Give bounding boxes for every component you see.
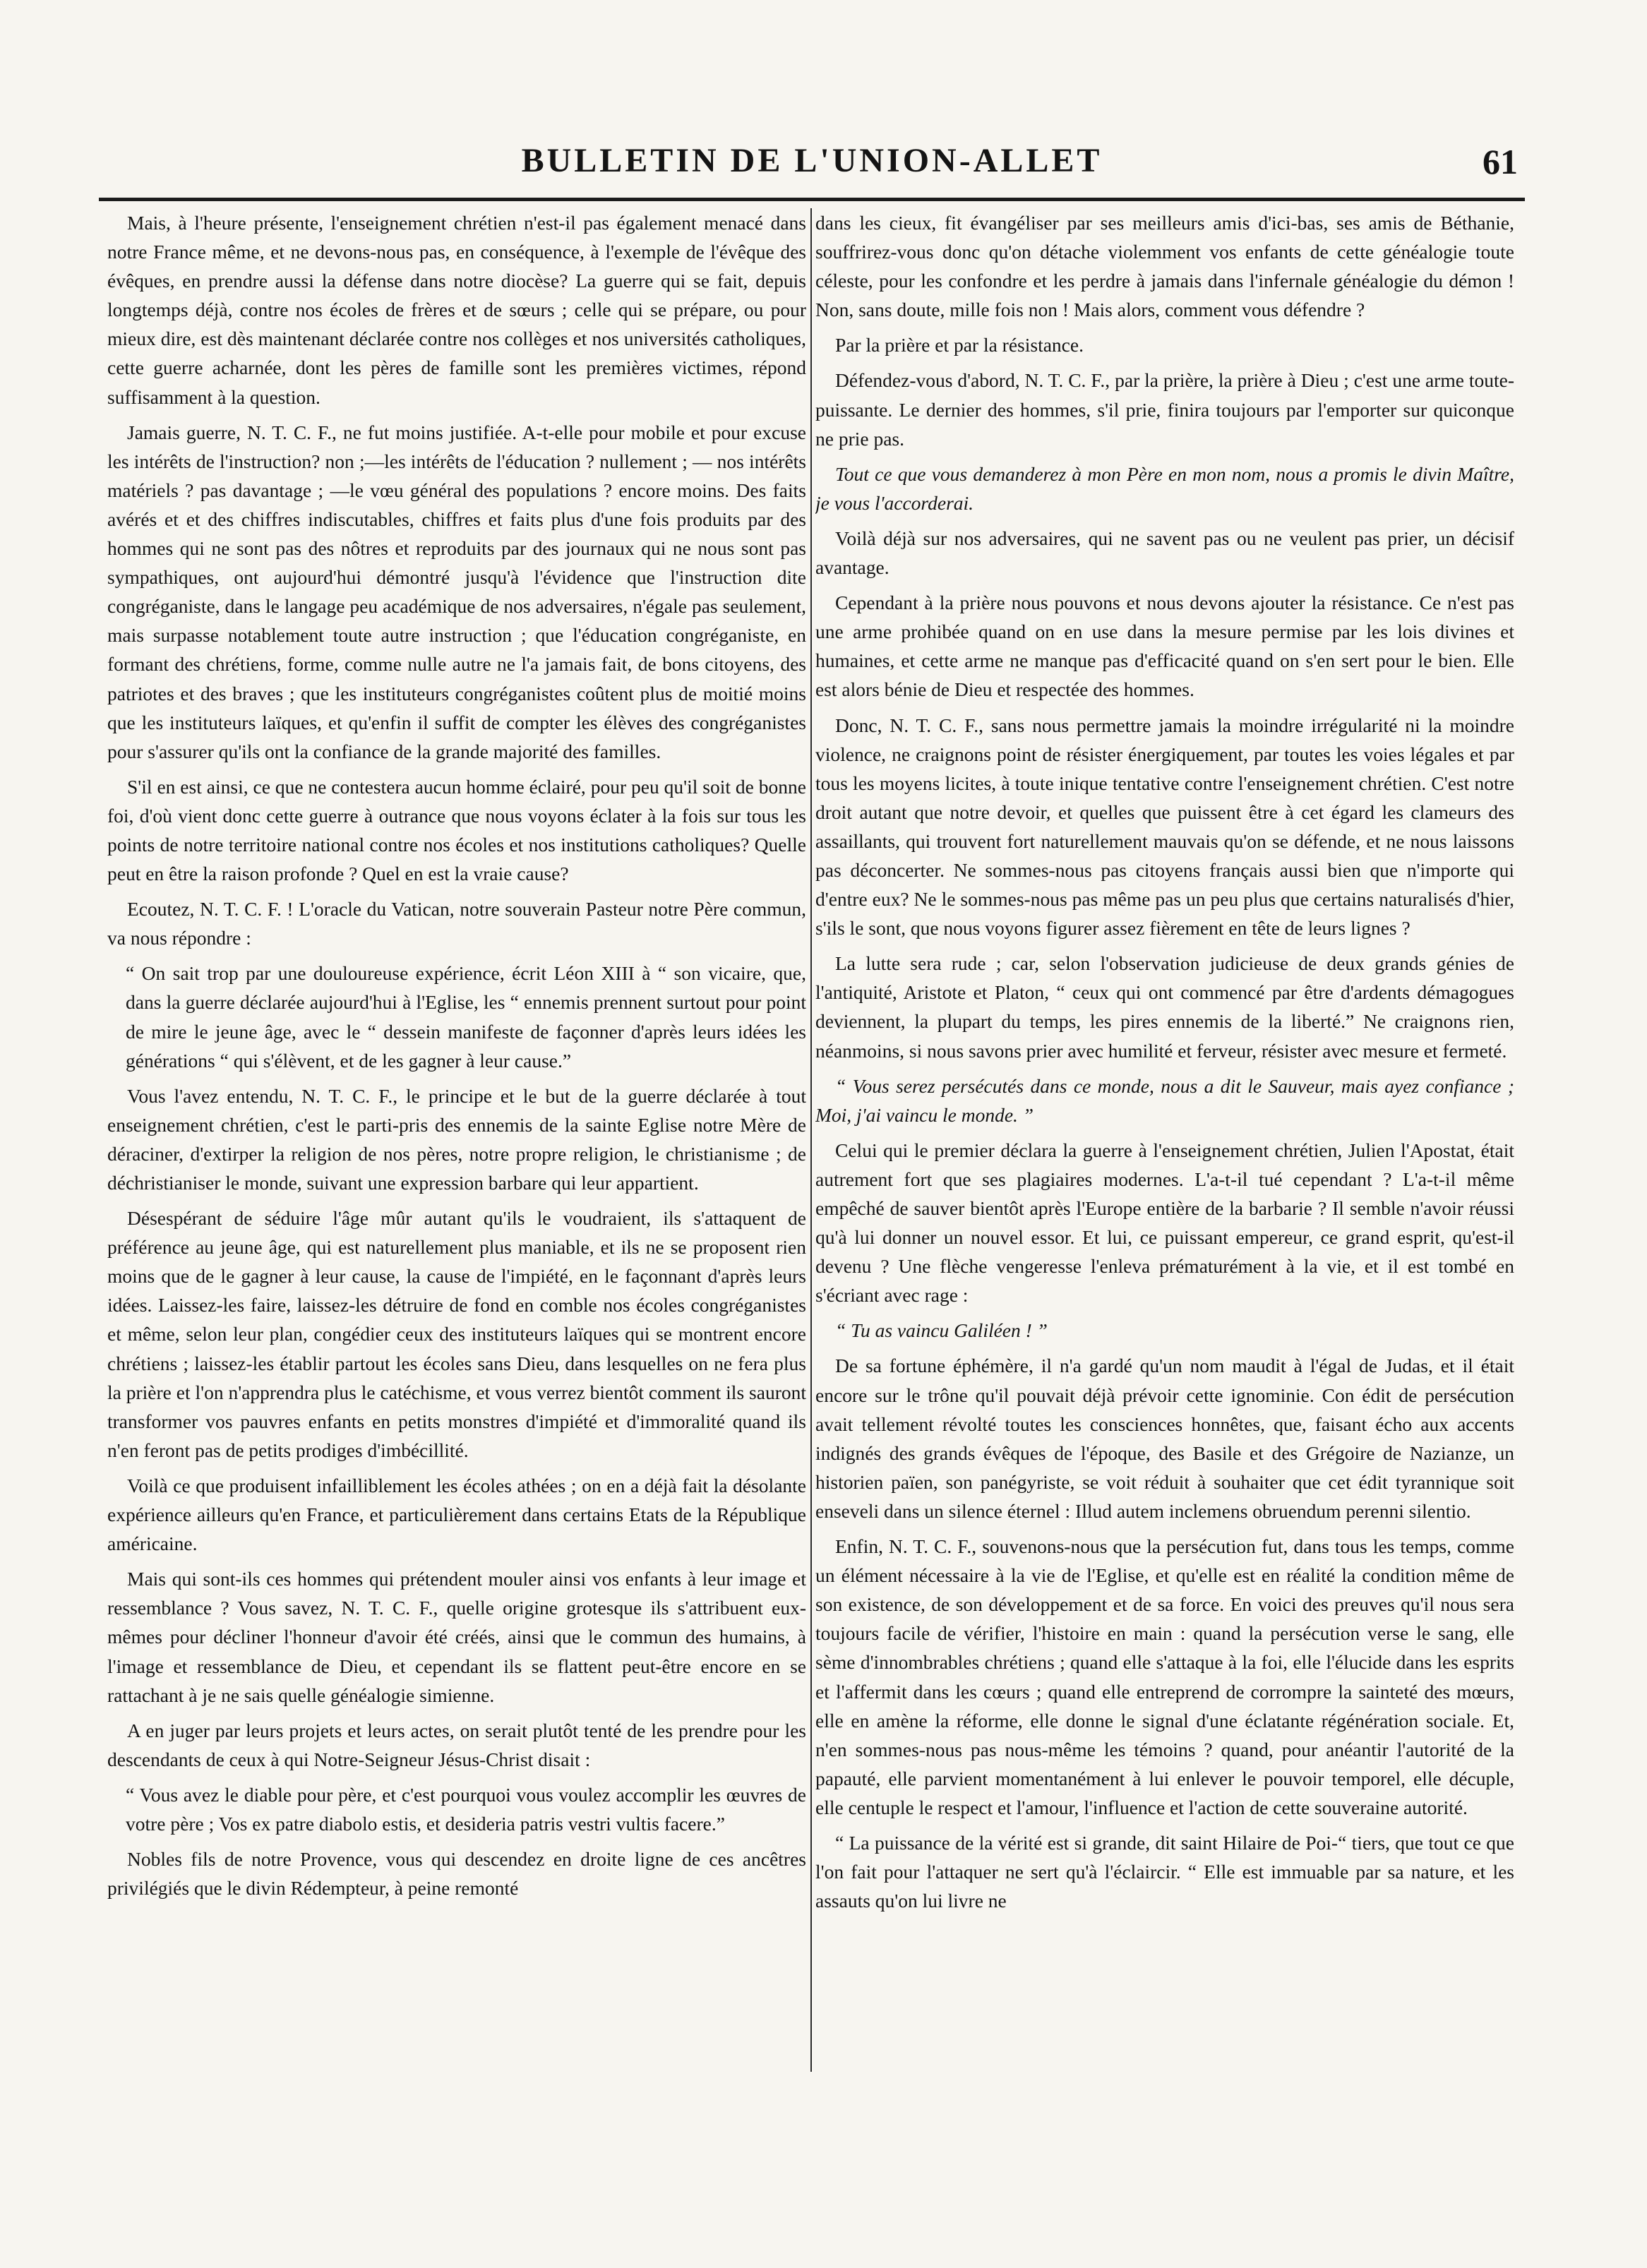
paragraph: Mais, à l'heure présente, l'enseignement chrétien n'est-il pas également menacé dans notre France même, et ne devons-nous pas, en conséquence, à l'exemple de l'évêque des évêques, en prendre aussi la défense dans notre diocèse? La guerre qui se fait, depuis longtemps déjà, contre nos écoles de frères et de sœurs ; celle qui se prépare, ou pour mieux dire, est dès maintenant déclarée contre nos collèges et nos universités catholiques, cette guerre acharnée, dont les pères de famille sont les premières victimes, répond suffisamment à la question. [107,212,806,408]
page-header [99,141,1525,198]
paragraph: Ecoutez, N. T. C. F. ! L'oracle du Vatican, notre souverain Pasteur notre Père commun, va nous répondre : [107,898,806,949]
quotation-hilaire: “ La puissance de la vérité est si grande, dit saint Hilaire de Poi-“ tiers, que tout ce que l'on fait pour l'attaquer ne sert qu'à l'éclaircir. “ Elle est immuable par sa nature, et les assauts qu'on lui livre ne [815,1831,1514,1912]
header-rule [99,198,1525,201]
paragraph: Cependant à la prière nous pouvons et nous devons ajouter la résistance. Ce n'est pas une arme prohibée quand on en use dans la mesure permise par les lois divines et humaines, et cette arme ne manque pas d'efficacité quand on s'en sert pour le bien. Elle est alors bénie de Dieu et respectée des hommes. [815,592,1514,701]
paragraph: Jamais guerre, N. T. C. F., ne fut moins justifiée. A-t-elle pour mobile et pour excuse les intérêts de l'instruction? non ;—les intérêts de l'éducation ? nullement ; — nos intérêts matériels ? pas davantage ; —le vœu général des populations ? encore moins. Des faits avérés et et des chiffres indiscutables, chiffres et faits plus d'une fois produits par des hommes qui ne sont pas des nôtres et reproduits par des journaux qui ne nous sont pas sympathiques, ont aujourd'hui démontré jusqu'à l'évidence que l'instruction dite congréganiste, dans le langage peu académique de nos adversaires, n'égale pas seulement, mais surpasse notablement toute autre instruction ; que l'éducation congréganiste, en formant des chrétiens, forme, comme nulle autre ne l'a jamais fait, de bons citoyens, des patriotes et des braves ; que les instituteurs congréganistes coûtent plus de moitié moins que les instituteurs laïques, et qu'enfin il suffit de compter les élèves des congréganistes pour s'assurer qu'ils ont la confiance de la grande majorité des familles. [107,421,806,762]
page-number: 61 [1483,142,1518,181]
paragraph: Par la prière et par la résistance. [835,334,1084,356]
left-column [107,208,806,2114]
paragraph: La lutte sera rude ; car, selon l'observation judicieuse de deux grands génies de l'antiquité, Aristote et Platon, “ ceux qui ont commencé par être d'ardents démagogues deviennent, la plupart du temps, les pires ennemis de la liberté.” Ne craignons rien, néanmoins, si nous savons prier avec humilité et ferveur, résister avec mesure et fermeté. [815,952,1514,1062]
paragraph: S'il en est ainsi, ce que ne contestera aucun homme éclairé, pour peu qu'il soit de bonne foi, d'où vient donc cette guerre à outrance que nous voyons éclater à la fois sur tous les points de notre territoire national contre nos écoles et nos institutions catholiques? Quelle peut en être la raison profonde ? Quel en est la vraie cause? [107,775,806,885]
paragraph: Voilà déjà sur nos adversaires, qui ne savent pas ou ne veulent pas prier, un décisif avantage. [815,527,1514,579]
paragraph: Tout ce que vous demanderez à mon Père en mon nom, nous a promis le divin Maître, je vous l'accorderai. [815,462,1514,514]
paragraph: dans les cieux, fit évangéliser par ses meilleurs amis d'ici-bas, ses amis de Béthanie, souffrirez-vous donc qu'on détache violemment vos enfants de cette généalogie toute céleste, pour les confondre et les perdre à jamais dans l'infernale généalogie du démon ! Non, sans doute, mille fois non ! Mais alors, comment vous défendre ? [815,212,1514,321]
bulletin-title: BULLETIN DE L'UNION-ALLET [521,142,1103,179]
paragraph: Voilà ce que produisent infailliblement les écoles athées ; on en a déjà fait la désolante expérience ailleurs qu'en France, et particulièrement dans certains Etats de la République américaine. [107,1474,806,1555]
paragraph: Enfin, N. T. C. F., souvenons-nous que la persécution fut, dans tous les temps, comme un élément nécessaire à la vie de l'Eglise, et qu'elle est en réalité la condition même de son existence, de son développement et de sa force. En voici des preuves qu'il nous sera toujours facile de vérifier, l'histoire en main : quand la persécution verse le sang, elle sème d'innombrables chrétiens ; quand elle s'attaque à la foi, elle l'élucide dans les esprits et l'affermit dans les cœurs ; quand elle entreprend de corrompre la sainteté des mœurs, elle en amène la réforme, elle donne le signal d'une éclatante régénération sociale. Et, n'en sommes-nous pas nous-même les témoins ? quand, pour anéantir l'autorité de la papauté, elle parvient momentanément à lui enlever le pouvoir temporel, elle décuple, elle centuple le respect et l'amour, l'influence et l'action de cette souveraine autorité. [815,1535,1514,1818]
paragraph: Donc, N. T. C. F., sans nous permettre jamais la moindre irrégularité ni la moindre violence, ne craignons point de résister énergiquement, par toutes les voies légales et par tous les moyens licites, à toute inique tentative contre l'enseignement chrétien. C'est notre droit autant que notre devoir, et quelles que puissent être à cet égard les clameurs des assaillants, qui trouvent fort naturellement mauvais qu'on se défende, et ne nous laissons pas déconcerter. Ne sommes-nous pas citoyens français aussi bien que n'importe qui d'entre eux? Ne le sommes-nous pas même pas un peu plus que certains naturalisés d'hier, s'ils le sont, que nous voyons figurer assez fièrement en tête de leurs lignes ? [815,714,1514,940]
paragraph: Défendez-vous d'abord, N. T. C. F., par la prière, la prière à Dieu ; c'est une arme toute-puissante. Le dernier des hommes, s'il prie, finira toujours par l'emporter sur quiconque ne prie pas. [815,369,1514,450]
paragraph: Nobles fils de notre Provence, vous qui descendez en droite ligne de ces ancêtres privilégiés que le divin Rédempteur, à peine remonté [107,1848,806,1900]
paragraph: A en juger par leurs projets et leurs actes, on serait plutôt tenté de les prendre pour les descendants de ceux à qui Notre-Seigneur Jésus-Christ disait : [107,1719,806,1770]
quotation-gospel: “ Vous avez le diable pour père, et c'est pourquoi vous voulez accomplir les œuvres de votre père ; Vos ex patre diabolo estis, et desideria patris vestri vultis facere.” [126,1783,806,1835]
paragraph: Celui qui le premier déclara la guerre à l'enseignement chrétien, Julien l'Apostat, était autrement fort que ses plagiaires modernes. L'a-t-il tué cependant ? L'a-t-il même empêché de sauver bientôt après l'Europe entière de la barbarie ? Il semble n'avoir réussi qu'à lui donner un nouvel essor. Et lui, ce puissant empereur, ce grand esprit, qu'est-il devenu ? Une flèche vengeresse l'enleva prématurément à la vie, et il est tombé en s'écriant avec rage : [815,1139,1514,1307]
column-divider [810,208,812,2072]
quotation-leo-xiii: “ On sait trop par une douloureuse expérience, écrit Léon XIII à “ son vicaire, que, dans la guerre déclarée aujourd'hui à l'Eglise, les “ ennemis prennent surtout pour point de mire le jeune âge, avec le “ dessein manifeste de façonner d'après leurs idées les générations “ qui s'élèvent, et de les gagner à leur cause.” [126,962,806,1072]
quotation-sauveur: “ Vous serez persécutés dans ce monde, nous a dit le Sauveur, mais ayez confiance ; Moi, j'ai vaincu le monde. ” [815,1074,1514,1126]
quotation-julien: “ Tu as vaincu Galiléen ! ” [835,1319,1048,1342]
paragraph: Vous l'avez entendu, N. T. C. F., le principe et le but de la guerre déclarée à tout enseignement chrétien, c'est le parti-pris des ennemis de la sainte Eglise notre Mère de déraciner, d'extirper la religion de nos pères, notre propre religion, le christianisme ; de déchristianiser le monde, suivant une expression barbare qui leur appartient. [107,1084,806,1194]
paragraph: Mais qui sont-ils ces hommes qui prétendent mouler ainsi vos enfants à leur image et ressemblance ? Vous savez, N. T. C. F., quelle origine grotesque ils s'attribuent eux-mêmes pour décliner l'honneur d'avoir été créés, ainsi que le commun des humains, à l'image et ressemblance de Dieu, et cependant ils se flattent peut-être encore en se rattachant à je ne sais quelle généalogie simienne. [107,1568,806,1706]
paragraph: Désespérant de séduire l'âge mûr autant qu'ils le voudraient, ils s'attaquent de préférence au jeune âge, qui est naturellement plus maniable, et ils ne se proposent rien moins que de le gagner à leur cause, la cause de l'impiété, en le façonnant d'après leurs idées. Laissez-les faire, laissez-les détruire de fond en comble nos écoles congréganistes et même, selon leur plan, congédier ceux des instituteurs laïques qui se montrent encore chrétiens ; laissez-les établir partout les écoles sans Dieu, dans lesquelles on ne fera plus la prière et l'on n'apprendra plus le catéchisme, et vous verrez bientôt comment ils sauront transformer vos pauvres enfants en petits monstres d'impiété et d'immoralité quand ils n'en feront pas de petits prodiges d'imbécillité. [107,1207,806,1461]
paragraph: De sa fortune éphémère, il n'a gardé qu'un nom maudit à l'égal de Judas, et il était encore sur le trône qu'il pouvait déjà prévoir cette ignominie. Con édit de persécution avait tellement révolté toutes les consciences honnêtes, que, faisant écho aux accents indignés des grands évêques de l'époque, des Basile et des Grégoire de Nazianze, un historien païen, son panégyriste, se voit réduit à souhaiter que cet édit tyrannique soit enseveli dans un silence éternel : Illud autem inclemens obruendum perenni silentio. [815,1355,1514,1522]
right-column [815,208,1514,2114]
